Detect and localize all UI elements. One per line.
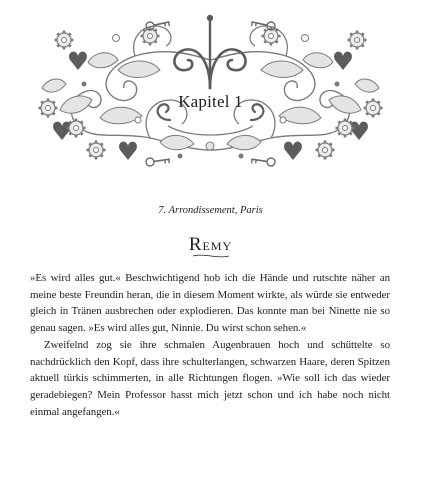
chapter-location: 7. Arrondissement, Paris [158, 205, 263, 216]
narrator-name-rest: EMY [202, 239, 233, 253]
narrator-initial: R [188, 234, 203, 255]
filigree-scroll-icon [39, 15, 383, 167]
paragraph: Zweifelnd zog sie ihre schmalen Augenbrauen hoch und schüttelte so nachdrücklich den Kopf, dass ihre schulterlangen, schwarzen Haare, deren Spitzen aktuell türkis schimmerten, in alle Richtungen flogen. »Wie soll ich das wieder geradebiegen? Mein Professor hasst mich jetzt schon und ich habe noch nicht einmal angefangen.« [30, 338, 390, 418]
body-text [30, 270, 390, 420]
narrator-heading [0, 234, 421, 259]
chapter-title: Kapitel 1 [178, 92, 243, 111]
paragraph: »Es wird alles gut.« Beschwichtigend hob ich die Hände und rutschte näher an meine beste Freundin heran, die in diesem Moment wirkte, als würde sie entweder gleich in Tränen ausbrechen oder explodieren. Das konnte man bei Ninette nie so genau sagen. »Es wird alles gut, Ninnie. Du wirst schon sehen.« [30, 272, 390, 335]
